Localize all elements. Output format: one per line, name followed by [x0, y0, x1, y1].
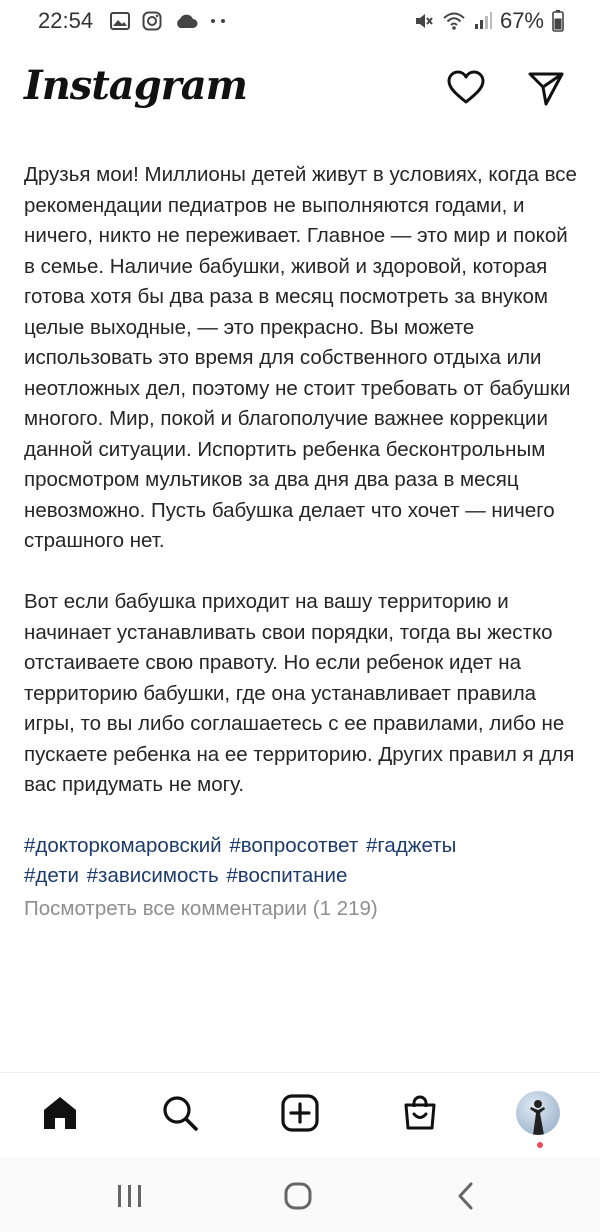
status-left-icons: [110, 8, 226, 34]
instagram-logo: Instagram: [24, 62, 247, 109]
heart-icon: [446, 68, 486, 108]
mute-icon: [414, 11, 434, 31]
home-icon: [40, 1093, 80, 1133]
caption-paragraph-2: Вот если бабушка приходит на вашу территорию и начинает устанавливать свои порядки, тогда вы жестко отстаиваете свою правоту. Но если ребенок идет на территорию бабушки, где она устанавливает правила игры, то вы либо соглашаетесь с ее правилами, либо не пускаете ребенка на ее территорию. Других правил я для вас придумать не могу.: [24, 590, 575, 796]
battery-percent: 67%: [499, 8, 544, 33]
nav-new-post-button[interactable]: [278, 1091, 322, 1135]
search-icon: [160, 1093, 200, 1133]
wifi-icon: [442, 11, 466, 31]
gallery-icon: [110, 12, 130, 30]
cloud-icon: [174, 13, 198, 29]
profile-photo-icon: [516, 1091, 560, 1135]
activity-button[interactable]: [446, 68, 486, 108]
caption-paragraph-1: Друзья мои! Миллионы детей живут в условиях, когда все рекомендации педиатров не выполняются годами, и ничего, никто не переживает. Главное — это мир и покой в семье. Наличие бабушки, живой и здоровой, которая готова хотя бы два раза в месяц посмотреть за внуком целые выходные, — это прекрасно. Вы можете использовать это время для собственного отдыха или неотложных дел, поэтому не стоит требовать от бабушки многого. Мир, покой и благополучие важнее коррекции данной ситуации. Испортить ребенка бесконтрольным просмотром мультиков за два дня два раза в месяц невозможно. Пусть бабушка делает что хочет — ничего страшного нет.: [24, 163, 577, 552]
hashtag-link[interactable]: #докторкомаровский: [24, 833, 222, 857]
nav-shop-button[interactable]: [398, 1091, 442, 1135]
system-navigation-bar: [0, 1156, 600, 1232]
status-time: 22:54: [38, 8, 94, 33]
signal-icon: [474, 12, 492, 30]
instagram-icon: [142, 11, 162, 31]
battery-icon: [552, 10, 564, 32]
status-right-icons: [414, 8, 564, 34]
notification-dot: [537, 1142, 543, 1148]
post-caption: [24, 110, 584, 924]
hashtag-link[interactable]: #вопросответ: [229, 833, 359, 857]
hashtag-link[interactable]: #воспитание: [226, 864, 348, 887]
back-icon: [454, 1181, 478, 1211]
bottom-navigation: [0, 1072, 600, 1157]
hashtag-link[interactable]: #гаджеты: [365, 833, 457, 857]
more-dots-icon: [210, 18, 226, 24]
recents-button[interactable]: [110, 1176, 150, 1216]
nav-search-button[interactable]: [158, 1091, 202, 1135]
back-button[interactable]: [446, 1176, 486, 1216]
home-system-button[interactable]: [278, 1176, 318, 1216]
status-bar: [0, 0, 600, 44]
recents-icon: [115, 1183, 145, 1209]
hashtags: [24, 831, 584, 892]
app-header: [0, 44, 600, 132]
profile-avatar[interactable]: [516, 1091, 560, 1135]
direct-send-icon: [526, 68, 566, 108]
hashtag-link[interactable]: #дети: [24, 864, 79, 887]
hashtag-link[interactable]: #зависимость: [86, 864, 219, 887]
direct-messages-button[interactable]: [526, 68, 566, 108]
new-post-icon: [280, 1093, 320, 1133]
shop-icon: [400, 1093, 440, 1133]
nav-home-button[interactable]: [38, 1091, 82, 1135]
home-circle-icon: [283, 1181, 313, 1211]
view-comments-link[interactable]: Посмотреть все комментарии (1 219): [24, 896, 378, 920]
